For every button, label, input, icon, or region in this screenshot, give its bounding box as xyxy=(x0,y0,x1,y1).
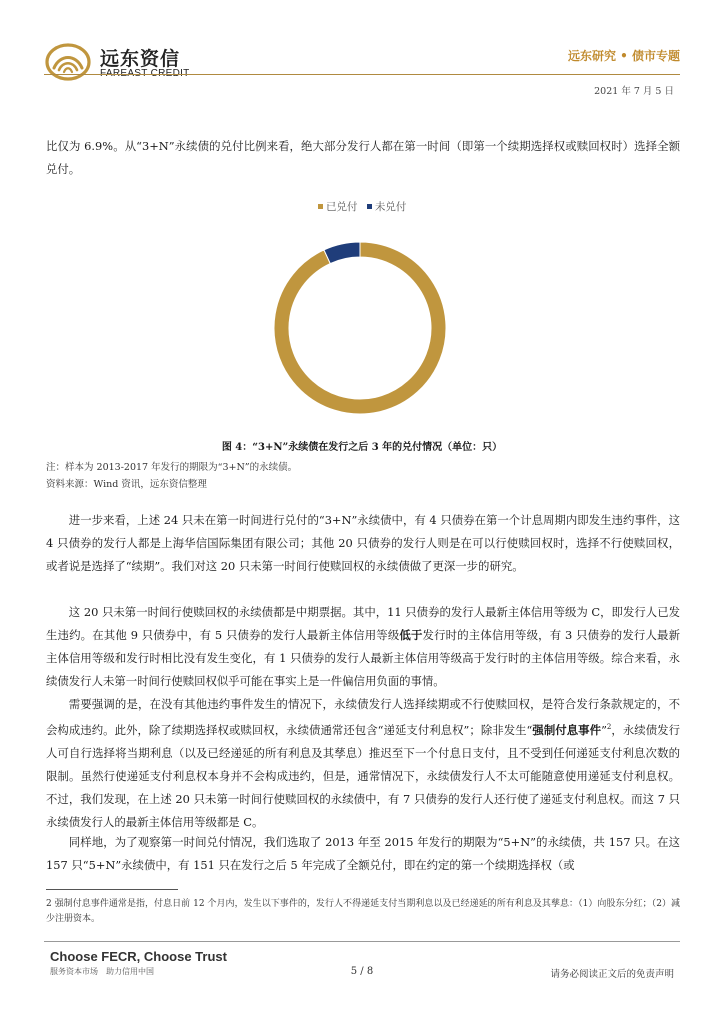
donut-slice-unpaid xyxy=(324,242,360,264)
logo-chinese-name: 远东资信 xyxy=(100,48,181,70)
paragraph-deferral-text-a: 需要强调的是，在没有其他违约事件发生的情况下，永续债发行人选择续期或不行使赎回权，是符合发行条款规定的，不会构成违约。此外，除了续期选择权或赎回权，永续债通常还包含“递延支付利息权”；除非发生“ xyxy=(46,697,680,737)
page-number: 5 / 8 xyxy=(350,966,374,977)
paragraph-further: 进一步来看，上述 24 只未在第一时间进行兑付的“3+N”永续债中，有 4 只债券在第一个计息周期内即发生违约事件，这 4 只债券的发行人都是上海华信国际集团有限公司；其他 20 只债券的发行人则是在可以行使赎回权时，选择不行使赎回权，或者说是选择了“续期”。我们对这 20 只未第一时间行使赎回权的永续债做了更深一步的研究。 xyxy=(46,513,680,573)
legend-swatch-paid xyxy=(318,204,323,209)
paragraph-deferral-bold: 强制付息事件 xyxy=(532,722,602,737)
section-title: 远东研究 • 债市专题 xyxy=(567,49,680,63)
footnote: 2 强制付息事件通常是指，付息日前 12 个月内，发生以下事件的，发行人不得递延支付当期利息以及已经递延的所有利息及其孳息：（1）向股东分红；（2）减少注册资本。 xyxy=(46,899,680,924)
footnote-reference[interactable]: 2 xyxy=(606,723,612,731)
paragraph-credit-rating-text-b: 发行时的主体信用等级，有 3 只债券的发行人最新主体信用等级和发行时相比没有发生变化，有 1 只债券的发行人最新主体信用等级高于发行时的主体信用等级。综合来看，永续债发行人未第一时间行使赎回权似乎可能在事实上是一件偏信用负面的事情。 xyxy=(46,628,680,688)
legend-item-paid xyxy=(318,201,358,213)
footer-subtitle: 服务资本市场 助力信用中国 xyxy=(50,967,154,976)
donut-slice-paid xyxy=(274,242,446,414)
paragraph-credit-rating-bold: 低于 xyxy=(399,628,423,642)
paragraph-deferral-text-c: ，永续债发行人可自行选择将当期利息（以及已经递延的所有利息及其孳息）推迟至下一个付息日支付，且不受到任何递延支付利息次数的限制。虽然行使递延支付利息权本身并不会构成违约，但是，通常情况下，永续债发行人不太可能随意使用递延支付利息权。不过，我们发现，在上述 20 只未第一时间行使赎回权的永续债中，有 7 只债券的发行人还行使了递延支付利息权。而这 7 只永续债发行人的最新主体信用等级都是 C。 xyxy=(46,722,680,829)
figure-caption: 图 4：“3+N”永续债在发行之后 3 年的兑付情况（单位：只） xyxy=(221,442,503,453)
figure-source: 资料来源：Wind 资讯，远东资信整理 xyxy=(46,479,207,490)
paragraph-deferral xyxy=(46,693,680,834)
paragraph-deferral-text-b: ” xyxy=(601,722,607,737)
legend-item-unpaid xyxy=(367,201,407,213)
chart-legend xyxy=(318,199,406,214)
donut-chart xyxy=(250,218,470,438)
disclaimer-link[interactable]: 请务必阅读正文后的免责声明 xyxy=(550,969,674,980)
footer-slogan: Choose FECR, Choose Trust xyxy=(50,949,227,964)
figure-note: 注：样本为 2013-2017 年发行的期限为“3+N”的永续债。 xyxy=(46,462,298,473)
paragraph-intro: 比仅为 6.9%。从“3+N”永续债的兑付比例来看，绝大部分发行人都在第一时间（即第一个续期选择权或赎回权时）选择全额兑付。 xyxy=(46,139,680,176)
paragraph-five-plus-n: 同样地，为了观察第一时间兑付情况，我们选取了 2013 年至 2015 年发行的期限为“5+N”的永续债，共 157 只。在这 157 只“5+N”永续债中，有 151 只在发行之后 5 年完成了全额兑付，即在约定的第一个续期选择权（或 xyxy=(46,835,680,872)
header-divider xyxy=(44,74,680,75)
paragraph-credit-rating-text-a: 这 20 只未第一时间行使赎回权的永续债都是中期票据。其中，11 只债券的发行人最新主体信用等级为 C，即发行人已发生违约。在其他 9 只债券中，有 5 只债券的发行人最新主体信用等级 xyxy=(46,605,680,642)
footer-divider xyxy=(44,941,680,942)
paragraph-credit-rating xyxy=(46,601,680,693)
footnote-divider xyxy=(46,889,178,890)
report-date: 2021 年 7 月 5 日 xyxy=(594,86,674,97)
legend-label-unpaid: 未兑付 xyxy=(374,201,407,213)
legend-swatch-unpaid xyxy=(367,204,372,209)
legend-label-paid: 已兑付 xyxy=(326,201,358,213)
